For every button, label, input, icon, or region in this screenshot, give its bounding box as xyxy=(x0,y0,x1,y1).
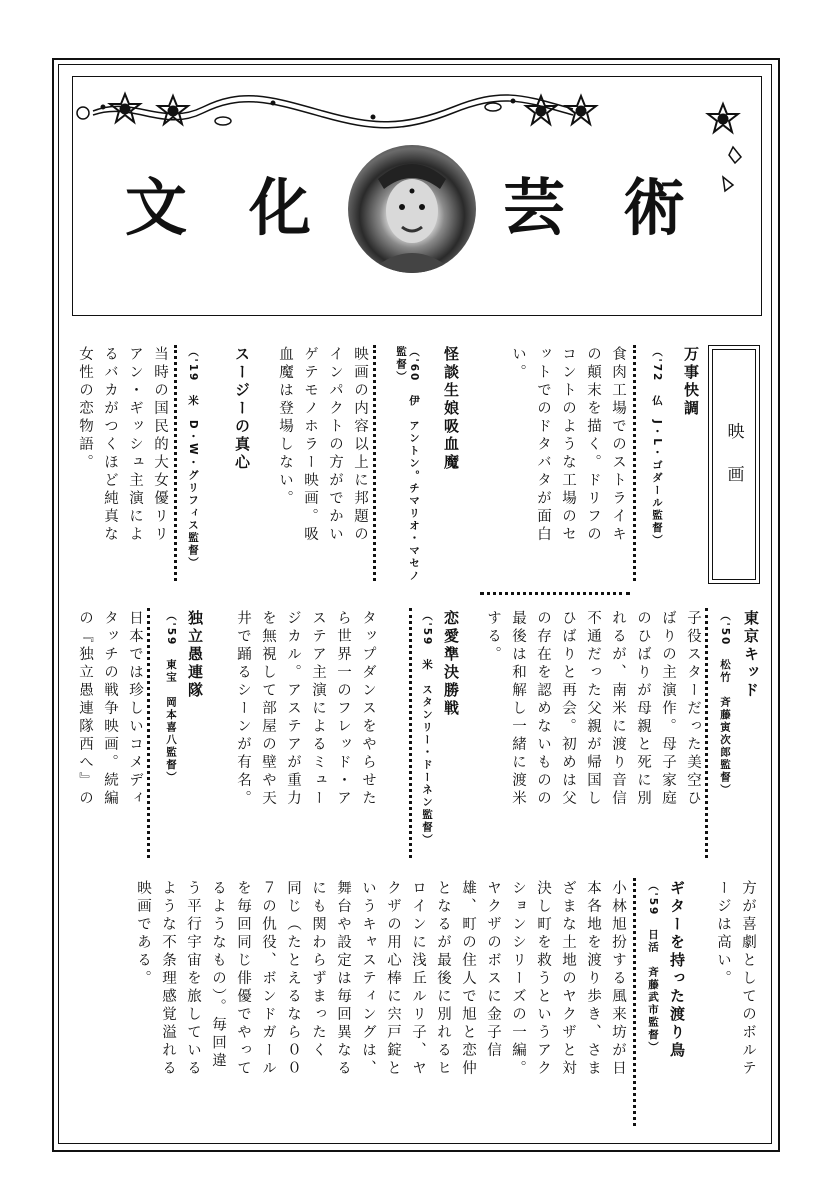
article-title-dokuritsu: 独立愚連隊 xyxy=(186,610,204,700)
article-credit-kaidan: （'60 伊 アントン。チマリオ・マセノ監督） xyxy=(395,346,420,583)
body-line: 井で踊るシーンが有名。 xyxy=(235,610,251,808)
body-line: を無視して部屋の壁や天 xyxy=(260,610,276,808)
body-line: ジカル。アステアが重力 xyxy=(285,610,301,808)
separator xyxy=(409,608,412,858)
body-line: 子役スターだった美空ひ xyxy=(685,610,701,808)
article-body-dokuritsu-cont xyxy=(710,880,760,1130)
body-line: 最後は和解し一緒に渡米 xyxy=(510,610,526,808)
body-line: ージは高い。 xyxy=(715,880,731,988)
body-line: ヤクザのボスに金子信 xyxy=(485,880,501,1060)
article-body-kaidan xyxy=(272,346,372,586)
body-line: を毎回同じ俳優でやって xyxy=(235,880,251,1078)
body-line: ひばりと再会。初めは父 xyxy=(560,610,576,808)
separator xyxy=(480,592,630,595)
body-line: ットでのドタバタが面白 xyxy=(535,346,551,544)
body-line: インパクトの方がでかい xyxy=(327,346,343,544)
body-line: 方が喜劇としてのボルテ xyxy=(740,880,756,1078)
genre-label: 映画 xyxy=(723,421,744,508)
body-line: う平行宇宙を旅している xyxy=(185,880,201,1078)
separator xyxy=(633,345,636,581)
header-box xyxy=(72,76,762,316)
article-title-renai: 恋愛準決勝戦 xyxy=(442,610,460,718)
body-line: 映画である。 xyxy=(135,880,151,988)
body-line: する。 xyxy=(485,610,501,664)
body-line: れるが、南米に渡り音信 xyxy=(610,610,626,808)
article-body-renai xyxy=(230,610,380,860)
body-line: るようなもの）。毎回違 xyxy=(210,880,226,1071)
body-line: 小林旭扮する風来坊が日 xyxy=(610,880,626,1078)
genre-inner xyxy=(712,349,756,580)
body-line: タップダンスをやらせた xyxy=(360,610,376,808)
body-line: 日本では珍しいコメディ xyxy=(127,610,143,808)
body-line: るバカがつくほど純真な xyxy=(102,346,118,544)
body-line: 本各地を渡り歩き、さま xyxy=(585,880,601,1078)
title-char-gei: 芸 xyxy=(503,171,566,244)
body-line: ロインに浅丘ルリ子、ヤ xyxy=(410,880,426,1078)
body-line: 女性の恋物語。 xyxy=(77,346,93,472)
article-credit-tokyo-kid: （'50 松竹 斉藤寅次郎監督） xyxy=(719,610,731,797)
article-credit-dokuritsu: （'59 東宝 岡本喜八監督） xyxy=(165,610,177,784)
article-body-guitar xyxy=(130,880,630,1130)
article-credit-renai: （'59 米 スタンリー・ドーネン監督） xyxy=(421,610,433,847)
body-line: 血魔は登場しない。 xyxy=(277,346,293,508)
body-line: 当時の国民的大女優リリ xyxy=(152,346,168,544)
body-line: い。 xyxy=(510,346,526,382)
body-line: の顛末を描く。ドリフの xyxy=(585,346,601,544)
title-char-jutsu: 術 xyxy=(623,171,686,244)
genre-box xyxy=(708,345,760,584)
body-line: ような不条理感覚溢れる xyxy=(160,880,176,1078)
body-line: ら世界一のフレッド・ア xyxy=(335,610,351,808)
separator xyxy=(705,608,708,858)
body-line: ステア主演によるミュー xyxy=(310,610,326,808)
body-line: 同じ（たとえるなら００ xyxy=(285,880,301,1078)
body-line: 舞台や設定は毎回異なる xyxy=(335,880,351,1078)
article-title-tokyo-kid: 東京キッド xyxy=(742,610,760,700)
body-line: 雄、町の住人で旭と恋仲 xyxy=(460,880,476,1078)
body-line: ７の仇役、ボンドガール xyxy=(260,880,276,1078)
body-line: ションシリーズの一編。 xyxy=(510,880,526,1078)
article-body-banji-kaicho xyxy=(505,346,630,586)
portrait-photo xyxy=(348,145,476,273)
body-line: 決し町を救うというアク xyxy=(535,880,551,1078)
body-line: タッチの戦争映画。続編 xyxy=(102,610,118,808)
article-body-susie xyxy=(72,346,172,586)
separator xyxy=(373,345,376,581)
article-credit-guitar: （'59 日活 斉藤武市監督） xyxy=(647,880,659,1054)
body-line: 不通だった父親が帰国し xyxy=(585,610,601,808)
title-char-ka: 化 xyxy=(249,171,312,244)
article-title-guitar: ギターを持った渡り鳥 xyxy=(668,880,686,1060)
body-line: いうキャスティングは、 xyxy=(360,880,376,1078)
body-line: にも関わらずまったく xyxy=(310,880,326,1060)
separator xyxy=(633,878,636,1126)
body-line: ばりの主演作。母子家庭 xyxy=(660,610,676,808)
body-line: アン・ギッシュ主演によ xyxy=(127,346,143,544)
article-title-kaidan: 怪談生娘吸血魔 xyxy=(442,346,460,472)
body-line: ゲテモノホラー映画。吸 xyxy=(302,346,318,544)
separator xyxy=(174,345,177,581)
article-title-banji-kaicho: 万事快調 xyxy=(682,346,700,418)
body-line: となるが最後に別れるヒ xyxy=(435,880,451,1078)
body-line: 食肉工場でのストライキ xyxy=(610,346,626,544)
article-credit-susie: （'19 米 D・W・グリフィス監督） xyxy=(187,346,199,570)
body-line: の存在を認めないものの xyxy=(535,610,551,808)
body-line: のひばりが母親と死に別 xyxy=(635,610,651,808)
title-char-bun: 文 xyxy=(125,171,188,244)
article-body-dokuritsu xyxy=(72,610,147,860)
body-line: の『独立愚連隊西へ』の xyxy=(77,610,93,808)
article-title-susie: スージーの真心 xyxy=(233,346,251,472)
body-line: クザの用心棒に宍戸錠と xyxy=(385,880,401,1078)
body-line: 映画の内容以上に邦題の xyxy=(352,346,368,544)
separator xyxy=(147,608,150,858)
body-line: コントのような工場のセ xyxy=(560,346,576,544)
body-line: ざまな土地のヤクザと対 xyxy=(560,880,576,1078)
article-credit-banji-kaicho: （'72 仏 J・L・ゴダール監督） xyxy=(651,346,663,547)
article-body-tokyo-kid xyxy=(480,610,705,860)
